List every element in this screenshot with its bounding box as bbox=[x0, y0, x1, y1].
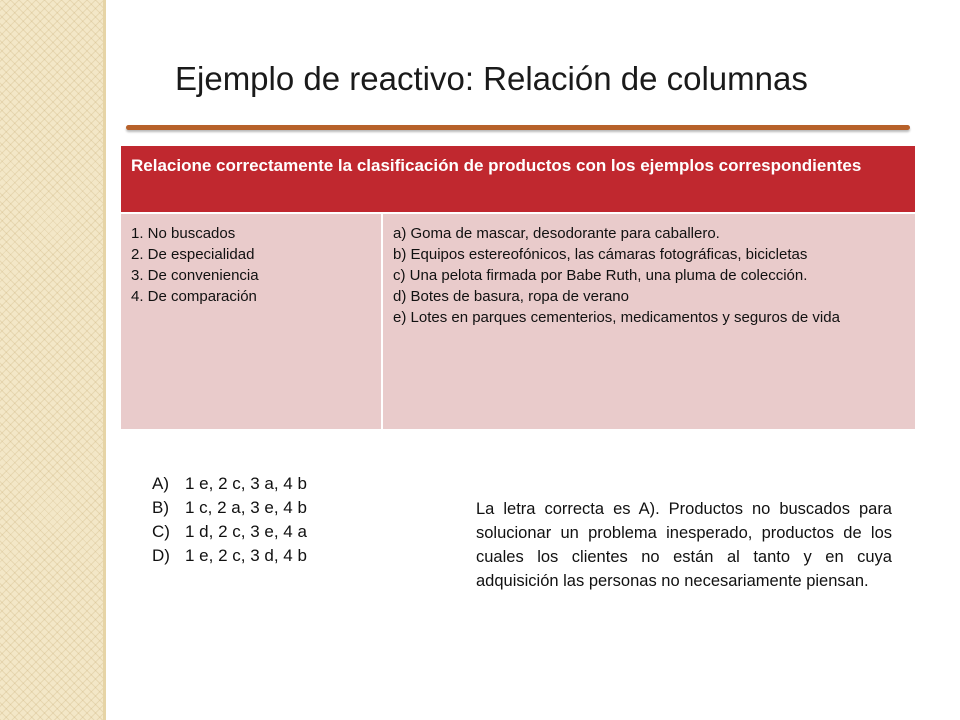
example-item: a) Goma de mascar, desodorante para caballero. bbox=[393, 225, 720, 242]
answer-option-a bbox=[152, 472, 307, 496]
option-letter: C) bbox=[152, 522, 170, 541]
classification-item: 3. De conveniencia bbox=[131, 267, 259, 284]
examples-column bbox=[393, 223, 905, 328]
option-text: 1 d, 2 c, 3 e, 4 a bbox=[185, 522, 307, 541]
answer-option-d bbox=[152, 544, 307, 568]
table-column-divider bbox=[381, 214, 383, 429]
example-item: d) Botes de basura, ropa de verano bbox=[393, 288, 629, 305]
slide-title: Ejemplo de reactivo: Relación de columnas bbox=[175, 60, 808, 97]
matching-table bbox=[121, 146, 915, 429]
table-header: Relacione correctamente la clasificación de productos con los ejemplos correspondientes bbox=[121, 146, 915, 212]
example-item: c) Una pelota firmada por Babe Ruth, una pluma de colección. bbox=[393, 267, 808, 284]
option-letter: B) bbox=[152, 498, 169, 517]
example-item: b) Equipos estereofónicos, las cámaras fotográficas, bicicletas bbox=[393, 246, 808, 263]
classification-item: 2. De especialidad bbox=[131, 246, 255, 263]
decorative-side-strip bbox=[0, 0, 106, 720]
classification-item: 1. No buscados bbox=[131, 225, 236, 242]
answer-option-b bbox=[152, 496, 307, 520]
product-classification-column bbox=[131, 223, 375, 307]
answer-options-list bbox=[152, 472, 307, 568]
answer-option-c bbox=[152, 520, 307, 544]
table-row-divider bbox=[121, 212, 915, 214]
example-item: e) Lotes en parques cementerios, medicamentos y seguros de vida bbox=[393, 309, 840, 326]
title-underline-rule bbox=[126, 125, 910, 130]
option-text: 1 c, 2 a, 3 e, 4 b bbox=[185, 498, 307, 517]
option-letter: D) bbox=[152, 546, 170, 565]
option-text: 1 e, 2 c, 3 a, 4 b bbox=[185, 474, 307, 493]
option-letter: A) bbox=[152, 474, 169, 493]
answer-explanation: La letra correcta es A). Productos no buscados para solucionar un problema inesperado, productos de los cuales los clientes no están al tanto y en cuya adquisición las personas no necesariamente piensan. bbox=[476, 500, 892, 590]
option-text: 1 e, 2 c, 3 d, 4 b bbox=[185, 546, 307, 565]
classification-item: 4. De comparación bbox=[131, 288, 257, 305]
